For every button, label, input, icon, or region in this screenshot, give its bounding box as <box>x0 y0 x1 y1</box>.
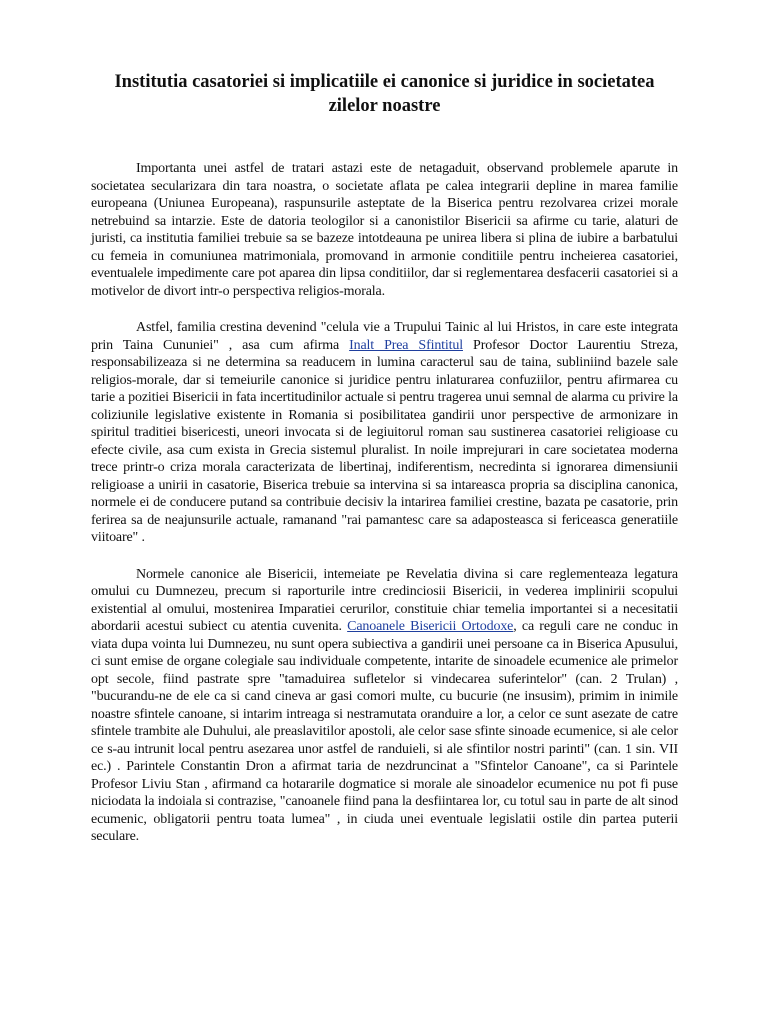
paragraph-1 <box>91 160 678 300</box>
link-canoanele-bisericii-ortodoxe[interactable]: Canoanele Bisericii Ortodoxe <box>347 619 514 634</box>
document-title: Institutia casatoriei si implicatiile ei canonice si juridice in societatea zilelor noastre <box>114 72 655 116</box>
paragraph-1-text: Importanta unei astfel de tratari astazi este de netagaduit, observand problemele aparute in societatea secularizara din tara noastra, o societate aflata pe calea integrarii depline in marea familie europeana (Uniunea Europeana), raspunsurile asteptate de la Biserica pentru rezolvarea crizei morale netrebuind sa intarzie. Este de datoria teologilor si a canonistilor Bisericii sa afirme cu tarie, alaturi de juristi, ca institutia familiei trebuie sa se bazeze intotdeauna pe unirea libera si plina de iubire a barbatului cu femeia in comuniunea matrimoniala, promovand in armonie conditiile pentru incheierea casatoriei, eventualele impedimente care pot aparea din lipsa conditiilor, dar si reglementarea desfacerii casatoriei si a motivelor de divort intr-o perspectiva religios-morala. <box>91 161 678 299</box>
paragraph-2-text-after: Profesor Doctor Laurentiu Streza, responsabilizeaza si ne determina sa readucem in lumina caracterul sau de taina, subliniind bazele sale religios-morale, dar si temeiurile canonice si juridice pentru inlaturarea confuziilor, pentru afirmarea cu tarie a pozitiei Bisericii in fata incertitudinilor actuale si pentru tragerea unui semnal de alarma cu privire la coliziunile legislative existente in Romania si posibilitatea gandirii unor perspective de armonizare in spiritul traditiei bisericesti, uneori invocata si de legiuitorul roman sau sustinerea casatoriei religioase cu efecte civile, asa cum exista in Grecia sistemul pluralist. In noile imprejurari in care societatea moderna trece printr-o criza morala caracterizata de libertinaj, indiferentism, necredinta si ignorarea dimensiunii religioase a unirii in casatorie, Biserica trebuie sa intervina si sa intareasca propria sa disciplina canonica, normele ei de conducere putand sa contribuie decisiv la intarirea familiei crestine, bazata pe casatorie, prin ferirea sa de neajunsurile actuale, ramanand "rai pamantesc care sa adaposteasca si fericeasca generatiile viitoare" . <box>91 337 678 545</box>
paragraph-2-text-before: Astfel, familia crestina devenind "celula vie a Trupului Tainic al lui Hristos, in care este integrata prin Taina Cununiei" , asa cum afirma <box>91 320 678 353</box>
link-inalt-prea-sfintitul[interactable]: Inalt Prea Sfintitul <box>349 337 463 353</box>
paragraph-3-text-after: , ca reguli care ne conduc in viata dupa vointa lui Dumnezeu, nu sunt opera subiectiva a gandirii unei persoane ca in Biserica Apusului, ci sunt emise de organe colegiale sau individuale competente, intarite de sinoadele ecumenice ale primelor opt secole, fiind pastrate spre "tamaduirea sufletelor si vindecarea suferintelor" (can. 2 Trulan) , "bucurandu-ne de ele ca si cand cineva ar gasi comori multe, cu bucurie (ne insusim), primim in inimile noastre sfintele canoane, si intarim intreaga si nestramutata oranduire a lor, a celor ce sunt asezate de catre sfintele trambite ale Duhului, ale preaslavitilor apostoli, ale celor sase sfinte sinoade ecumenice, si ale celor ce s-au intrunit local pentru asezarea unor astfel de randuieli, si ale sfintilor nostri parinti" (can. 1 sin. VII ec.) . Parintele Constantin Dron a afirmat taria de nezdruncinat a "Sfintelor Canoane", ca si Parintele Profesor Liviu Stan , afirmand ca hotararile dogmatice si morale ale sinoadelor ecumenice nu pot fi puse niciodata la indoiala si contrazise, "canoanele fiind pana la desfiintarea lor, cu totul sau in parte de alt sinod ecumenic, obligatorii pentru toata lumea" , in ciuda unei eventuale legislatii ostile din partea puterii seculare. <box>91 619 678 844</box>
paragraph-2 <box>91 319 678 547</box>
paragraph-3 <box>91 566 678 846</box>
paragraph-3-text-before: Normele canonice ale Bisericii, intemeiate pe Revelatia divina si care reglementeaza legatura omului cu Dumnezeu, precum si raporturile intre credinciosii Bisericii, in vederea implinirii scopului existential al omului, mostenirea Imparatiei cerurilor, constituie chiar temelia importantei si a necesitatii abordarii acestui subiect cu atentia cuvenita. <box>91 566 678 634</box>
